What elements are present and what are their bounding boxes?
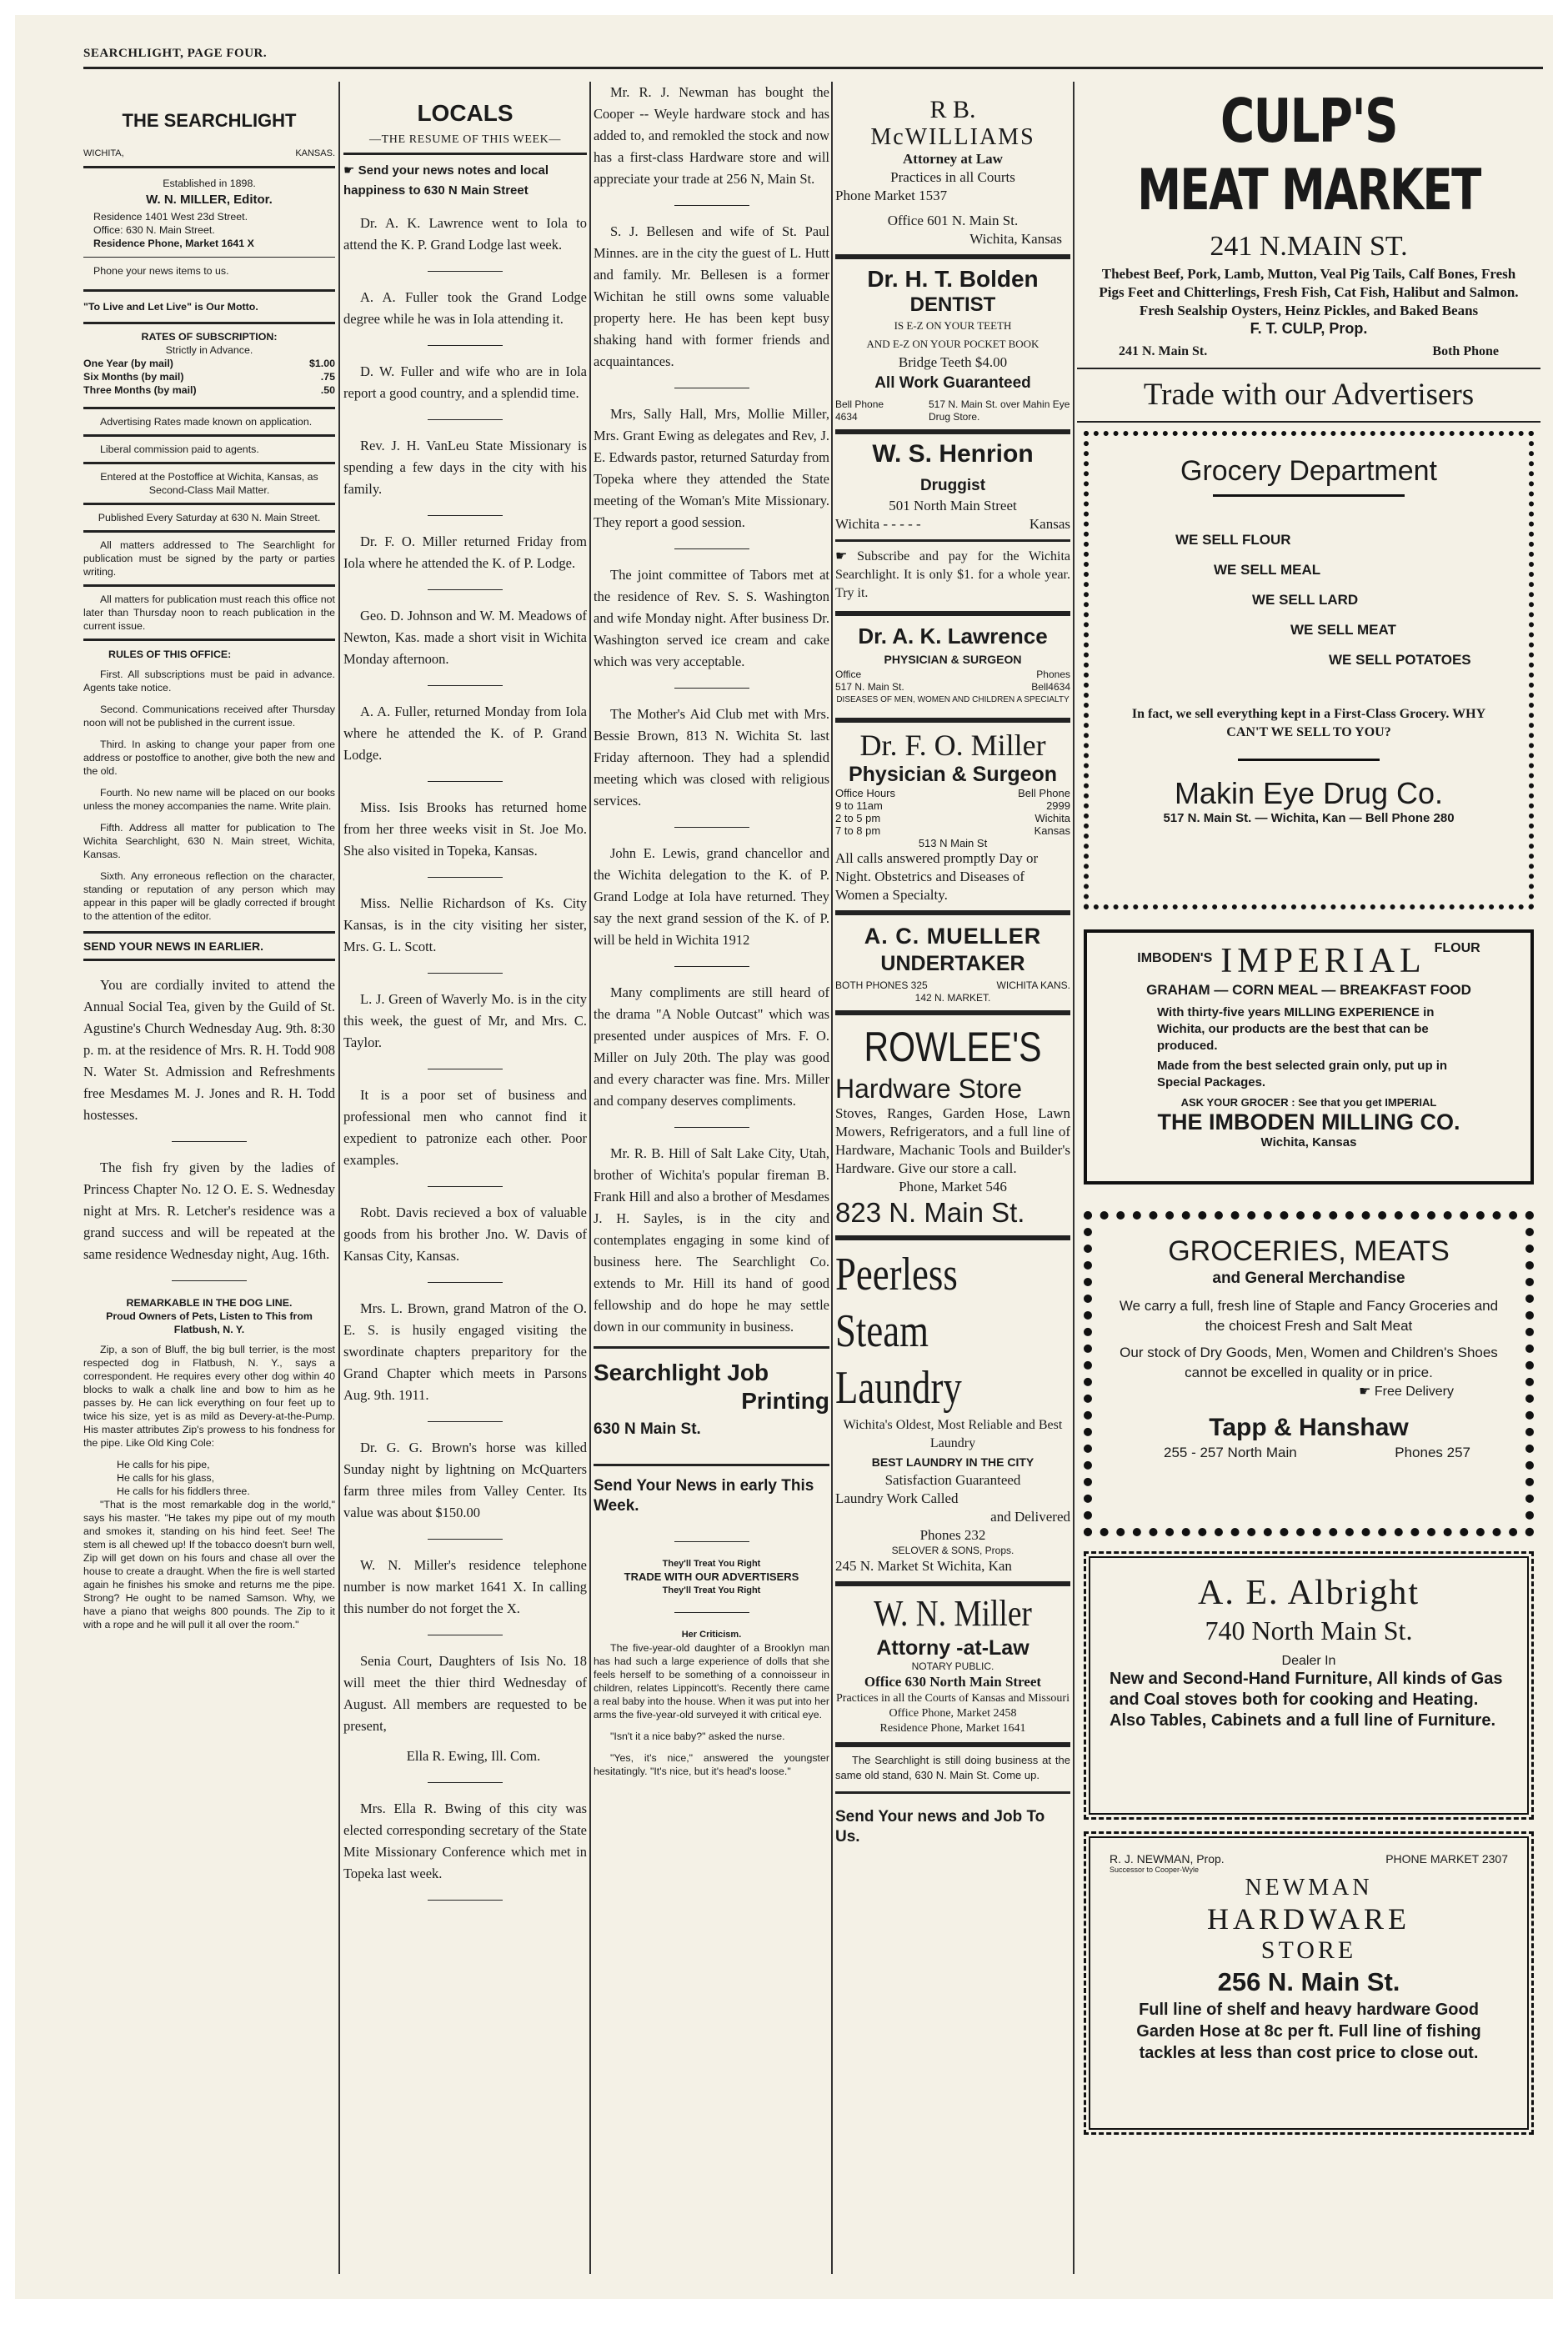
news-item: S. J. Bellesen and wife of St. Paul Minnes. are in the city the guest of L. Hutt and family. Mr. Bellesen is a former Wichitan he still owns some valuable property here. He has been kept busy shaking hand with former friends and acquaintances. xyxy=(594,223,829,369)
running-head: SEARCHLIGHT, PAGE FOUR. xyxy=(83,47,268,60)
rules-list xyxy=(83,668,335,923)
office-hours-row: 9 to 11am 2999 xyxy=(835,799,1070,812)
locals-list xyxy=(343,213,587,1901)
residence-phone: Residence Phone, Market 1641 X xyxy=(93,238,254,249)
local-item: Mrs. Ella R. Bwing of this city was elected corresponding secretary of the State Mite Missionary Conference which met in Topeka last week. xyxy=(343,1801,587,1881)
job-printing-address: 630 N Main St. xyxy=(594,1420,701,1438)
trade-advertisers-line: TRADE WITH OUR ADVERTISERS xyxy=(624,1570,799,1583)
news-item: Many compliments are still heard of the drama "A Noble Outcast" which was presented under auspices of Mrs. F. O. Miller on July 20th. The play was good and every character was fine. Mrs. Miller and company deserves compliments. xyxy=(594,984,829,1109)
send-notes: ☛ Send your news notes and local happiness to 630 N Main Street xyxy=(343,163,549,198)
we-sell-list xyxy=(1109,525,1509,675)
rule-item: Fourth. No new name will be placed on our books unless the money accompanies the name. Write plain. xyxy=(83,787,335,812)
rule-item: Second. Communications received after Thursday noon will not be published in the current issue. xyxy=(83,704,335,729)
still-doing-business: The Searchlight is still doing business at the same old stand, 630 N. Main St. Come up. xyxy=(835,1754,1070,1781)
pointing-hand-icon: ☛ xyxy=(343,163,358,178)
pointing-hand-icon: ☛ xyxy=(1359,1385,1375,1399)
motto: "To Live and Let Live" is Our Motto. xyxy=(83,301,258,313)
treat-line: They'll Treat You Right xyxy=(662,1585,761,1595)
lawrence-card: Dr. A. K. Lawrence PHYSICIAN & SURGEON Office Phones 517 N. Main St. Bell4634 DISEASES OF MEN, WOMEN AND CHILDREN A SPECIALTY xyxy=(835,624,1070,704)
dog-story: Zip, a son of Bluff, the big bull terrier, is the most respected dog in Flatbush, N. Y., says a correspondent. He requires every other dog within 40 blocks to walk a chalk line and bow to him as he passes by. He can lick everything on four feet up to twice his size, yet is as mild as Devery-at-the-Pump. His master attributes Zip's prowess to his fondness for the pipe. Like Old King Cole: xyxy=(83,1344,335,1449)
local-item: Robt. Davis recieved a box of valuable goods from his brother Jno. W. Davis of Kansas City, Kansas. xyxy=(343,1205,587,1264)
news-list xyxy=(594,82,829,1338)
we-sell-item: WE SELL POTATOES xyxy=(1329,652,1471,668)
editor: W. N. MILLER, Editor. xyxy=(146,193,273,207)
rule-item: Fifth. Address all matter for publication to The Wichita Searchlight, 630 N. Main street, Wichita, Kansas. xyxy=(83,822,335,860)
local-item: Dr. F. O. Miller returned Friday from Iola where he attended the K. of P. Lodge. xyxy=(343,533,587,571)
local-item: Senia Court, Daughters of Isis No. 18 will meet the thier third Wednesday of August. All members are requested to be present, xyxy=(343,1653,587,1734)
established: Established in 1898. xyxy=(163,178,256,189)
commission-note: Liberal commission paid to agents. xyxy=(100,443,259,455)
fish-fry-notice: The fish fry given by the ladies of Princess Chapter No. 12 O. E. S. Wednesday night at Mrs. R. Letcher's residence was a grand success and will be repeated at the same residence Wednesday night, Aug. 16th. xyxy=(83,1159,335,1262)
we-sell-item: WE SELL FLOUR xyxy=(1175,532,1291,548)
resume-line: —THE RESUME OF THIS WEEK— xyxy=(369,133,561,146)
send-earlier: SEND YOUR NEWS IN EARLIER. xyxy=(83,939,263,953)
makin-grocery-ad: Grocery Department WE SELL FLOUR WE SELL MEAL WE SELL LARD WE SELL MEAT WE SELL POTATOES In fact, we sell everything kept in a First-Class Grocery. WHY CAN'T WE SELL TO YOU? Makin Eye Drug Co. 517 N. Main St. — Wichita, Kan — Bell Phone 280 xyxy=(1084,431,1534,909)
dog-story-2: "That is the most remarkable dog in the world," says his master. "He takes my pipe out of my mouth and smokes it, standing on his hind feet. See! The stem is all chewed up! If the tobacco doesn't burn well, Zip will get down on his fours and chase all over the house to create a draught. When the fire is well started again he finishes his smoke and returns me the pipe. Strong? He ought to be named Samson. Why, we have a piano that weighs 800 pounds. The Zip to it with a rope and he will pull it all over the room." xyxy=(83,1499,335,1630)
bolden-card: Dr. H. T. Bolden DENTIST IS E-Z ON YOUR TEETH AND E-Z ON YOUR POCKET BOOK Bridge Teeth $4.00 All Work Guaranteed Bell Phone 4634 517 N. Main St. over Mahin Eye Drug Store. xyxy=(835,266,1070,423)
we-sell-item: WE SELL LARD xyxy=(1252,592,1359,608)
column-masthead xyxy=(83,82,335,2274)
local-item: Rev. J. H. VanLeu State Missionary is spending a few days in the city with his family. xyxy=(343,438,587,497)
local-item: Mrs. L. Brown, grand Matron of the O. E. S. is husily engaged visiting the swordinate chapters preparitory for the Grand Chapter which meets in Parsons Aug. 9th. 1911. xyxy=(343,1300,587,1403)
rates-sub: Strictly in Advance. xyxy=(165,344,253,356)
we-sell-item: WE SELL MEAT xyxy=(1290,622,1396,638)
news-item: Mr. R. B. Hill of Salt Lake City, Utah, brother of Wichita's popular fireman B. Frank Hill and also a brother of Mesdames J. H. Sayles, is in the city and contemplates engaging in some kind of business here. The Searchlight Co. extends to Mr. Hill its hand of good fellowship and do hope he may settle down in our community in business. xyxy=(594,1145,829,1335)
dog-subtitle: Proud Owners of Pets, Listen to This from Flatbush, N. Y. xyxy=(106,1310,313,1335)
head-rule xyxy=(83,67,1543,69)
column-divider xyxy=(338,82,340,2274)
rule-item: Sixth. Any erroneous reflection on the character, standing or reputation of any person which may appear in this paper will be gladly corrected if brought to the attention of the editor. xyxy=(83,870,335,922)
pointing-hand-icon: ☛ xyxy=(835,549,858,563)
advertising-note: Advertising Rates made known on application. xyxy=(100,416,313,428)
criticism-question: "Isn't it a nice baby?" asked the nurse. xyxy=(610,1730,785,1742)
office-hours-row: 2 to 5 pm Wichita xyxy=(835,812,1070,824)
wn-miller-card: W. N. Miller Attorny -at-Law NOTARY PUBLIC. Office 630 North Main Street Practices in all the Courts of Kansas and Missouri Office Phone, Market 2458 Residence Phone, Market 1641 xyxy=(836,1593,1070,1735)
send-news-early: Send Your News in early This Week. xyxy=(594,1477,814,1515)
newman-hardware-ad: R. J. NEWMAN, Prop. PHONE MARKET 2307 Successor to Cooper-Wyle NEWMAN HARDWARE STORE 256 N. Main St. Full line of shelf and heavy hardware Good Garden Hose at 8c per ft. Full line of fishing tackles at less than cost price to close out. xyxy=(1084,1831,1534,2135)
rates-title: RATES OF SUBSCRIPTION: xyxy=(141,331,278,343)
residence: Residence 1401 West 23d Street. xyxy=(93,211,248,223)
subscribe-note: ☛ Subscribe and pay for the Wichita Searchlight. It is only $1. for a whole year. Try it. xyxy=(835,549,1070,600)
news-item: The joint committee of Tabors met at the residence of Rev. S. S. Washington and wife Monday night. After business Dr. Washington served ice cream and cake which was very acceptable. xyxy=(594,567,829,669)
rate-row: Three Months (by mail) .50 xyxy=(83,384,335,396)
job-printing-title-2: Printing xyxy=(741,1388,829,1414)
mcwilliams-card: R B. McWILLIAMS Attorney at Law Practices in all Courts Phone Market 1537 Office 601 N. Main St. Wichita, Kansas xyxy=(835,96,1062,247)
criticism-answer: "Yes, it's nice," answered the youngster hesitatingly. "It's nice, but it's head's loose." xyxy=(594,1752,829,1777)
culp-meat-market-ad: CULP'S MEAT MARKET 241 N.MAIN ST. Thebest Beef, Pork, Lamb, Mutton, Veal Pig Tails, Calf Bones, Fresh Pigs Feet and Chitterlings, Fresh Fish, Cat Fish, Halibut and Salmon. Fresh Sealship Oysters, Heinz Pickles, and Baked Beans F. T. CULP, Prop. 241 N. Main St. Both Phone xyxy=(1099,86,1519,358)
matters-note-2: All matters for publication must reach this office not later than Thursday noon to reach publication in the current issue. xyxy=(83,594,335,632)
rule-item: Third. In asking to change your paper from one address or postoffice to another, give both the new and the old. xyxy=(83,739,335,777)
rates-list xyxy=(83,357,335,397)
office: Office: 630 N. Main Street. xyxy=(93,224,215,236)
local-item: Dr. G. G. Brown's horse was killed Sunday night by lightning on McQuarters farm three miles from Valley Center. Its value was about $150.00 xyxy=(343,1440,587,1520)
local-item: Dr. A. K. Lawrence went to Iola to attend the K. P. Grand Lodge last week. xyxy=(343,215,587,253)
office-hours-row: 7 to 8 pm Kansas xyxy=(835,824,1070,837)
dog-verse: He calls for his pipe, He calls for his glass, He calls for his fiddlers three. xyxy=(117,1459,250,1497)
column-cards xyxy=(835,82,1070,2274)
column-divider xyxy=(1073,82,1075,2274)
news-item: Mr. R. J. Newman has bought the Cooper -- Weyle hardware stock and has added to, and remokled the stock and now has a first-class Hardware store and will appreciate your trade at 256 N, Main St. xyxy=(594,84,829,187)
masthead-place: WICHITA, KANSAS. xyxy=(83,148,335,158)
newspaper-page xyxy=(15,15,1553,2299)
entered-note: Entered at the Postoffice at Wichita, Kansas, as Second-Class Mail Matter. xyxy=(100,471,318,496)
local-item: A. A. Fuller took the Grand Lodge degree while he was in Iola attending it. xyxy=(343,289,587,327)
job-printing-title-1: Searchlight Job xyxy=(594,1360,769,1385)
miller-physician-card: Dr. F. O. Miller Physician & Surgeon Office Hours Bell Phone 9 to 11am 2999 2 to 5 pm Wichita 7 to 8 pm Kansas 513 N Main St All calls answered promptly Day or Night. Obstetrics and Diseases of Women a Specialty. xyxy=(835,729,1070,903)
send-news-job: Send Your news and Job To Us. xyxy=(835,1808,1045,1846)
rules-title: RULES OF THIS OFFICE: xyxy=(108,649,232,660)
news-item: Mrs, Sally Hall, Mrs, Mollie Miller, Mrs. Grant Ewing as delegates and Rev, J. E. Edwards pastor, returned Saturday from Topeka where they attended the State meeting of the Woman's Mite Missionary. They report a good session. xyxy=(594,406,829,530)
henrion-card: W. S. Henrion Druggist 501 North Main Street Wichita - - - - - Kansas xyxy=(835,440,1070,532)
rule-item: First. All subscriptions must be paid in advance. Agents take notice. xyxy=(83,669,335,694)
local-item: W. N. Miller's residence telephone number is now market 1641 X. In calling this number do not forget the X. xyxy=(343,1557,587,1616)
column-news xyxy=(594,82,829,2274)
matters-note-1: All matters addressed to The Searchlight for publication must be signed by the party or parties writing. xyxy=(83,539,335,578)
criticism-title: Her Criticism. xyxy=(681,1630,742,1640)
local-item: Miss. Nellie Richardson of Ks. City Kansas, is in the city visiting her sister, Mrs. G. L. Scott. xyxy=(343,895,587,954)
column-divider xyxy=(831,82,833,2274)
column-locals xyxy=(343,82,587,2274)
office-hours xyxy=(835,787,1070,837)
masthead-title: THE SEARCHLIGHT xyxy=(122,110,297,131)
rate-row: One Year (by mail) $1.00 xyxy=(83,358,335,369)
local-item: Miss. Isis Brooks has returned home from her three weeks visit in St. Joe Mo. She also visited in Topeka, Kansas. xyxy=(343,799,587,859)
imboden-flour-ad: IMBODEN'S IMPERIAL FLOUR GRAHAM — CORN MEAL — BREAKFAST FOOD With thirty-five years MILLING EXPERIENCE in Wichita, our products are the best that can be produced. Made from the best selected grain only, put up in Special Packages. ASK YOUR GROCER : See that you get IMPERIAL THE IMBODEN MILLING CO. Wichita, Kansas xyxy=(1084,929,1534,1185)
local-item: A. A. Fuller, returned Monday from Iola where he attended the K. of P. Grand Lodge. xyxy=(343,704,587,763)
dog-title: REMARKABLE IN THE DOG LINE. xyxy=(126,1297,293,1309)
local-item: D. W. Fuller and wife who are in Iola report a good country, and a splendid time. xyxy=(343,363,587,401)
treat-line: They'll Treat You Right xyxy=(662,1559,761,1569)
tea-notice: You are cordially invited to attend the Annual Social Tea, given by the Guild of St. Agustine's Church Wednesday Aug. 9th. 8:30 p. m. at the residence of Mrs. R. H. Todd 908 N. Water St. Admission and Refreshments free Mesdames M. J. Jones and R. H. Todd hostesses. xyxy=(83,977,335,1123)
news-item: John E. Lewis, grand chancellor and the Wichita delegation to the K. of P. Grand Lodge at Iola have returned. They say the next grand session of the K. of P. will be held in Wichita 1912 xyxy=(594,845,829,948)
column-divider xyxy=(589,82,591,2274)
albright-furniture-ad: A. E. Albright 740 North Main St. Dealer In New and Second-Hand Furniture, All kinds of Gas and Coal stoves both for cooking and Heating. Also Tables, Cabinets and a full line of Furniture. xyxy=(1084,1551,1534,1820)
phone-news: Phone your news items to us. xyxy=(93,265,229,277)
mueller-card: A. C. MUELLER UNDERTAKER BOTH PHONES 325 WICHITA KANS. 142 N. MARKET. xyxy=(835,924,1070,1004)
tapp-hanshaw-ad: GROCERIES, MEATS and General Merchandise We carry a full, fresh line of Staple and Fancy Groceries and the choicest Fresh and Salt Meat Our stock of Dry Goods, Men, Women and Children's Shoes cannot be excelled in quality or in price. ☛ Free Delivery Tapp & Hanshaw 255 - 257 North Main Phones 257 xyxy=(1084,1211,1534,1536)
office-hours-row: Office Hours Bell Phone xyxy=(835,787,1070,799)
we-sell-item: WE SELL MEAL xyxy=(1214,562,1321,578)
trade-advertisers-banner: Trade with our Advertisers xyxy=(1143,378,1475,412)
local-item: It is a poor set of business and professional men who cannot find it expedient to patronize each other. Poor examples. xyxy=(343,1087,587,1168)
rate-row: Six Months (by mail) .75 xyxy=(83,371,335,383)
column-advertisements xyxy=(1077,82,1540,2274)
local-item: Geo. D. Johnson and W. M. Meadows of Newton, Kas. made a short visit in Wichita Monday afternoon. xyxy=(343,608,587,667)
news-item: The Mother's Aid Club met with Mrs. Bessie Brown, 813 N. Wichita St. last Friday afternoon. They had a splendid meeting which was closed with religious services. xyxy=(594,706,829,809)
criticism-story: The five-year-old daughter of a Brooklyn man has had such a large experience of dolls that she feels herself to be something of a connoisseur in children, relates Lippincott's. Recently there came a real baby into the house. When it was put into her arms the five-year-old surveyed it with critical eye. xyxy=(594,1642,829,1720)
published-note: Published Every Saturday at 630 N. Main Street. xyxy=(98,512,321,523)
peerless-laundry-card: Peerless Steam Laundry Wichita's Oldest, Most Reliable and Best Laundry BEST LAUNDRY IN THE CITY Satisfaction Guaranteed Laundry Work Called and Delivered Phones 232 SELOVER & SONS, Props. 245 N. Market St Wichita, Kan xyxy=(835,1249,1070,1574)
locals-title: LOCALS xyxy=(417,100,513,126)
rowlee-card: ROWLEE'S Hardware Store Stoves, Ranges, Garden Hose, Lawn Mowers, Refrigerators, and a full line of Hardware, Machanic Tools and Builder's Hardware. Give our store a call. Phone, Market 546 823 N. Main St. xyxy=(835,1024,1070,1228)
local-item: L. J. Green of Waverly Mo. is in the city this week, the guest of Mr, and Mrs. C. Taylor. xyxy=(343,991,587,1050)
local-item: Ella R. Ewing, Ill. Com. xyxy=(406,1748,541,1764)
